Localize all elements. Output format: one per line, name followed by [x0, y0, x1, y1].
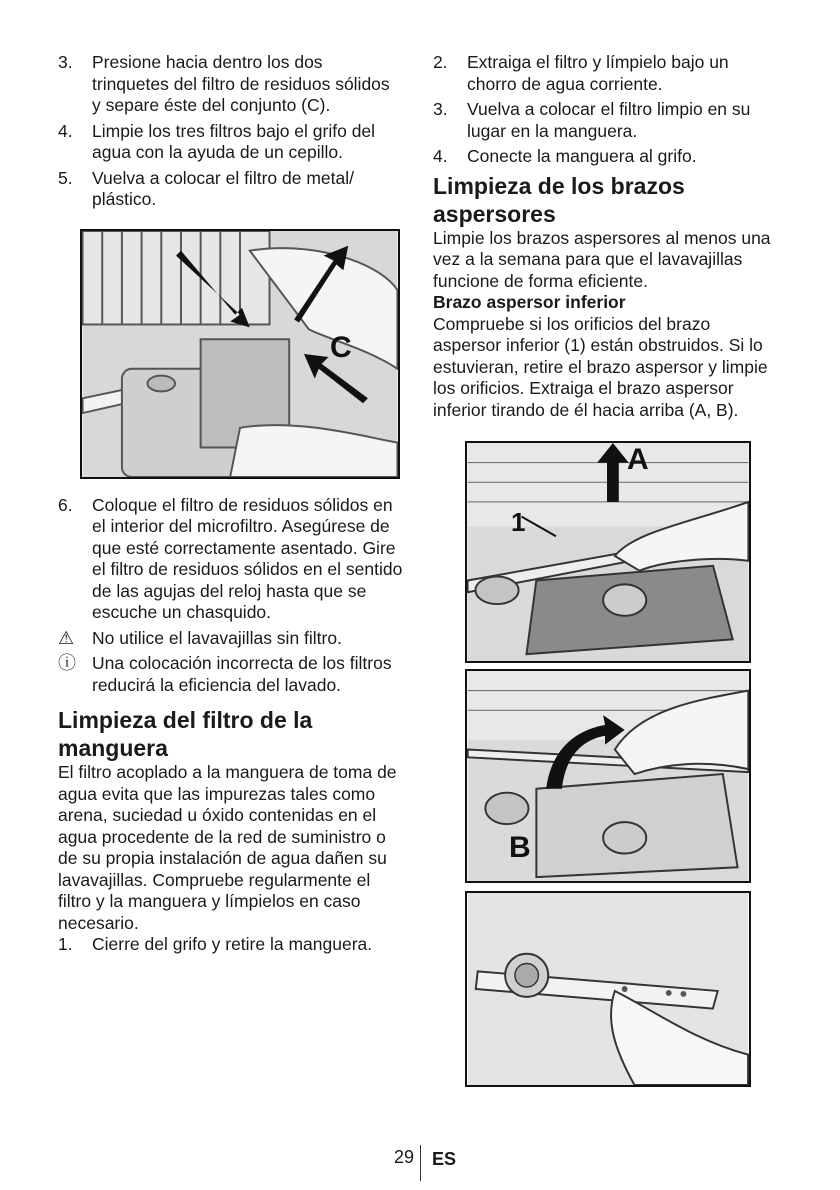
spray-arm-lift-illustration	[467, 443, 749, 661]
list-item	[58, 52, 403, 117]
spray-arm-figure-b	[465, 669, 751, 883]
section-paragraph: El filtro acoplado a la manguera de toma de agua evita que las impurezas tales como arena, suciedad u óxido contenidas en el agua procedente de la red de suministro o de su propia instalación de agua dañen su lavavajillas. Compruebe regularmente el filtro y la manguera y límpielos en caso necesario.	[58, 762, 397, 933]
section-heading: Limpieza de los brazos aspersores	[433, 172, 685, 227]
info-note	[58, 653, 403, 696]
step-number: 4.	[58, 120, 73, 141]
spray-arm-figure-clean	[465, 891, 751, 1087]
page-footer	[0, 1145, 840, 1185]
spray-arm-clean-illustration	[467, 893, 749, 1085]
list-item	[433, 146, 783, 168]
info-text: Una colocación incorrecta de los filtros reducirá la eficiencia del lavado.	[92, 653, 392, 695]
section-heading: Limpieza del filtro de la manguera	[58, 707, 313, 761]
warning-icon: ⚠	[58, 627, 75, 648]
spray-arm-figure-a	[465, 441, 751, 663]
language-code: ES	[432, 1149, 457, 1169]
warning-note	[58, 628, 403, 650]
step-text: Coloque el filtro de residuos sólidos en el interior del microfiltro. Asegúrese de que esté correctamente asentado. Gire el filtro de residuos sólidos en el sentido de las agujas del reloj hasta que se escuche un chasquido.	[92, 494, 403, 622]
step-text: Vuelva a colocar el filtro de metal/ plástico.	[92, 167, 354, 209]
right-column	[433, 52, 783, 1087]
list-item	[58, 168, 403, 211]
warning-text: No utilice el lavavajillas sin filtro.	[92, 627, 342, 648]
step-text: Cierre del grifo y retire la manguera.	[92, 934, 373, 954]
page-number: 29	[394, 1147, 415, 1167]
list-item	[58, 121, 403, 164]
step-text: Limpie los tres filtros bajo el grifo del agua con la ayuda de un cepillo.	[92, 120, 376, 162]
footer-divider	[420, 1145, 421, 1181]
left-column	[58, 52, 403, 960]
step-number: 3.	[433, 99, 448, 119]
list-item	[433, 52, 783, 95]
step-number: 1.	[58, 934, 73, 954]
step-number: 4.	[433, 146, 448, 166]
figure-label-a: A	[627, 443, 649, 476]
step-number: 2.	[433, 52, 448, 72]
figure-label-c: C	[330, 330, 352, 364]
subsection-heading: Brazo aspersor inferior	[433, 292, 626, 312]
section-intro: Limpie los brazos aspersores al menos una vez a la semana para que el lavavajillas funcione de forma eficiente.	[433, 227, 771, 291]
list-item	[58, 495, 403, 624]
step-text: Vuelva a colocar el filtro limpio en su lugar en la manguera.	[467, 99, 751, 141]
section-paragraph: Compruebe si los orificios del brazo aspersor inferior (1) están obstruidos. Si lo estuvieran, retire el brazo aspersor y limpie los orificios. Extraiga el brazo aspersor inferior tirando de él hacia arriba (A, B).	[433, 313, 768, 420]
step-number: 6.	[58, 494, 73, 515]
step-text: Presione hacia dentro los dos trinquetes del filtro de residuos sólidos y separe éste del conjunto (C).	[92, 52, 390, 115]
step-number: 5.	[58, 167, 73, 188]
list-item	[433, 99, 783, 142]
step-text: Conecte la manguera al grifo.	[467, 146, 697, 166]
step-number: 3.	[58, 52, 73, 72]
list-item	[58, 934, 403, 956]
figure-label-b: B	[509, 831, 531, 864]
figure-callout-1: 1	[511, 507, 526, 537]
step-text: Extraiga el filtro y límpielo bajo un chorro de agua corriente.	[467, 52, 729, 94]
filter-removal-figure	[80, 229, 400, 479]
info-icon: ⓘ	[58, 653, 76, 673]
